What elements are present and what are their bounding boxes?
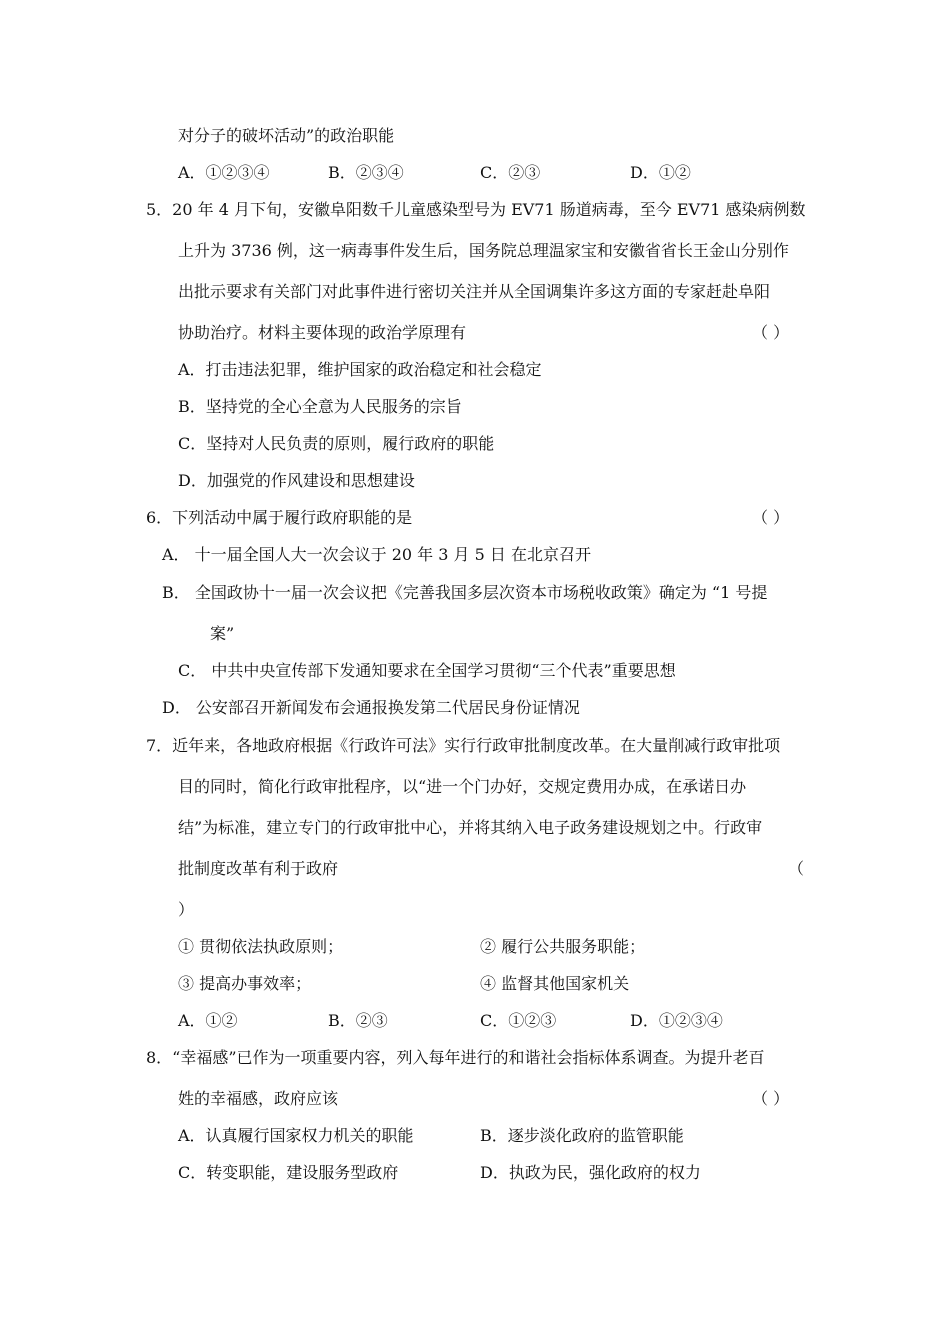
q6-option-a: A． 十一届全国人大一次会议于 20 年 3 月 5 日 在北京召开 <box>162 545 591 564</box>
q7-item-4: ④ 监督其他国家机关 <box>480 974 630 993</box>
q7-item-1: ① 贯彻依法执政原则； <box>178 937 344 956</box>
q8-option-b: B．逐步淡化政府的监管职能 <box>480 1126 684 1145</box>
prev-option-b: B．②③④ <box>328 163 404 182</box>
q6-option-c: C． 中共中央宣传部下发通知要求在全国学习贯彻“三个代表”重要思想 <box>178 661 676 680</box>
q7-option-c: C．①②③ <box>480 1011 557 1030</box>
q8-option-c: C．转变职能，建设服务型政府 <box>178 1163 399 1182</box>
prev-option-a: A．①②③④ <box>178 163 270 182</box>
prev-option-d: D．①② <box>630 163 691 182</box>
q8-stem-line-1: 8．“幸福感”已作为一项重要内容，列入每年进行的和谐社会指标体系调查。为提升老百 <box>146 1048 765 1067</box>
q5-answer-parentheses: （ ） <box>752 323 790 342</box>
q8-answer-parentheses: （ ） <box>752 1089 790 1108</box>
q7-paren-open: （ <box>788 859 805 878</box>
q7-option-d: D．①②③④ <box>630 1011 723 1030</box>
q6-answer-parentheses: （ ） <box>752 508 790 527</box>
q6-option-b-line-2: 案” <box>210 624 235 643</box>
q5-stem-line-1: 5．20 年 4 月下旬，安徽阜阳数千儿童感染型号为 EV71 肠道病毒，至今 EV71 感染病例数 <box>146 200 806 219</box>
q8-option-d: D．执政为民，强化政府的权力 <box>480 1163 701 1182</box>
q5-stem-line-4: 协助治疗。材料主要体现的政治学原理有 <box>178 323 467 342</box>
q6-option-d: D． 公安部召开新闻发布会通报换发第二代居民身份证情况 <box>162 698 580 717</box>
q5-option-d: D．加强党的作风建设和思想建设 <box>178 471 415 490</box>
q5-option-a: A．打击违法犯罪，维护国家的政治稳定和社会稳定 <box>178 360 542 379</box>
q5-stem-line-2: 上升为 3736 例，这一病毒事件发生后，国务院总理温家宝和安徽省省长王金山分别作 <box>178 241 789 260</box>
q8-stem-line-2: 姓的幸福感，政府应该 <box>178 1089 339 1108</box>
q7-option-b: B．②③ <box>328 1011 388 1030</box>
prev-option-c: C．②③ <box>480 163 541 182</box>
prev-question-tail: 对分子的破坏活动”的政治职能 <box>178 126 395 145</box>
q7-stem-line-2: 目的同时，简化行政审批程序，以“进一个门办好，交规定费用办成，在承诺日办 <box>178 777 747 796</box>
q7-stem-line-1: 7．近年来，各地政府根据《行政许可法》实行行政审批制度改革。在大量削减行政审批项 <box>146 736 781 755</box>
q5-option-c: C．坚持对人民负责的原则，履行政府的职能 <box>178 434 495 453</box>
q7-option-a: A．①② <box>178 1011 238 1030</box>
q7-stem-line-3: 结”为标准，建立专门的行政审批中心，并将其纳入电子政务建设规划之中。行政审 <box>178 818 763 837</box>
q7-paren-close: ） <box>178 900 195 919</box>
q7-item-3: ③ 提高办事效率； <box>178 974 312 993</box>
q6-option-b-line-1: B． 全国政协十一届一次会议把《完善我国多层次资本市场税收政策》确定为 “1 号提 <box>162 583 768 602</box>
q6-stem: 6．下列活动中属于履行政府职能的是 <box>146 508 413 527</box>
q5-option-b: B．坚持党的全心全意为人民服务的宗旨 <box>178 397 462 416</box>
q7-item-2: ② 履行公共服务职能； <box>480 937 646 956</box>
q8-option-a: A．认真履行国家权力机关的职能 <box>178 1126 414 1145</box>
q5-stem-line-3: 出批示要求有关部门对此事件进行密切关注并从全国调集许多这方面的专家赶赴阜阳 <box>178 282 771 301</box>
q7-stem-line-4: 批制度改革有利于政府 <box>178 859 339 878</box>
